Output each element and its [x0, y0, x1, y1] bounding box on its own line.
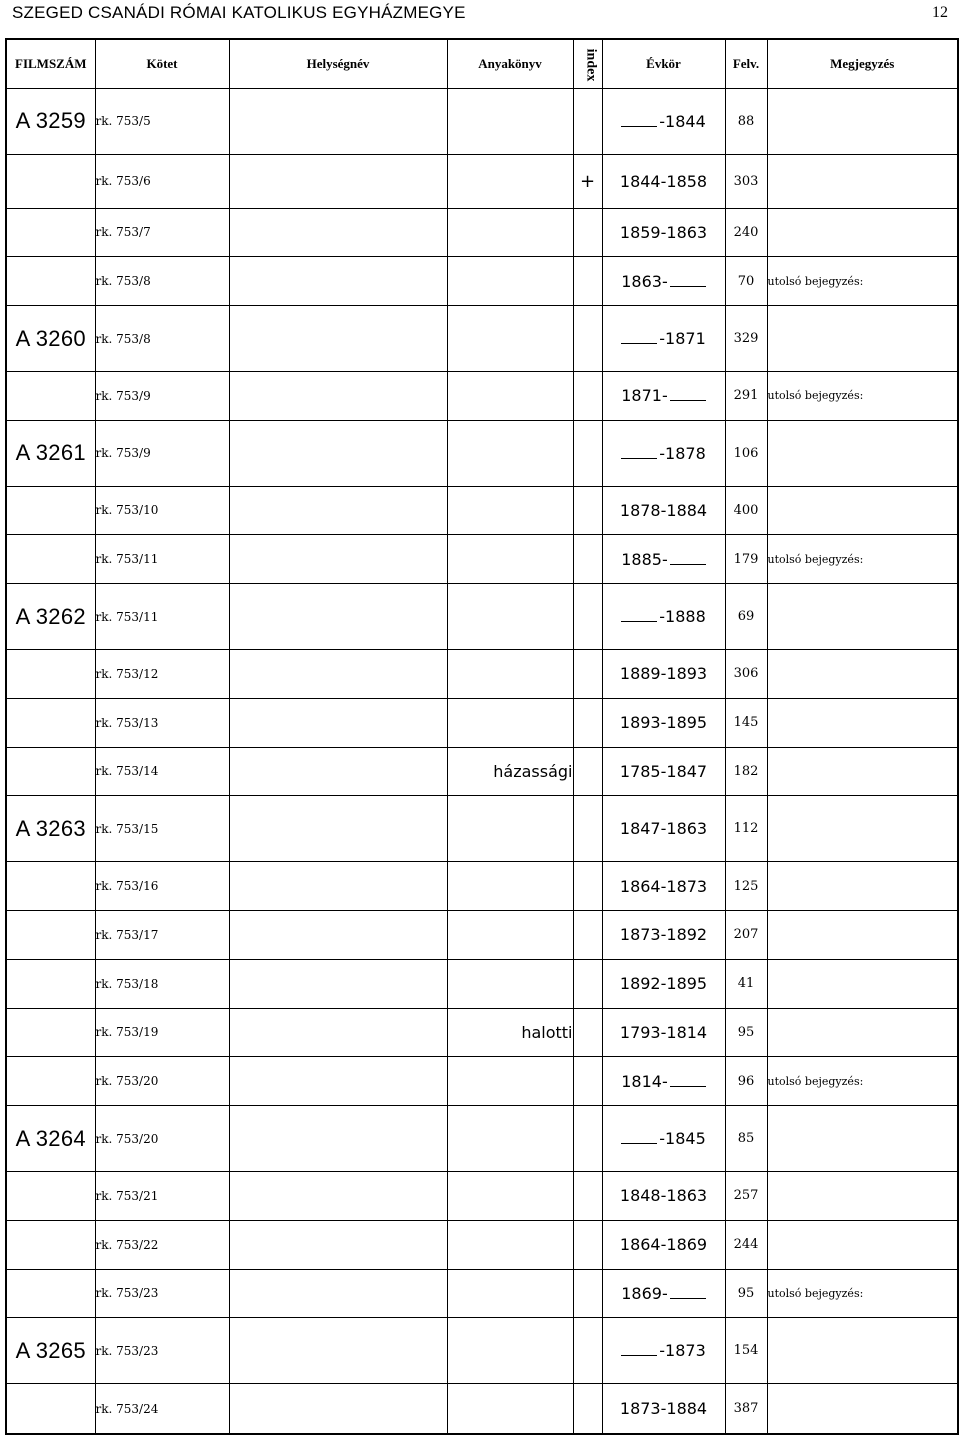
filmszam-cell — [6, 747, 95, 796]
index-cell — [573, 698, 602, 747]
evkor-value: 1847-1863 — [619, 819, 708, 839]
evkor-value: 1878-1884 — [619, 500, 708, 520]
evkor-value: 1893-1895 — [619, 713, 708, 733]
table-row — [6, 911, 958, 960]
filmszam-cell — [6, 1220, 95, 1269]
megjegyzes-cell — [767, 796, 958, 862]
kotet-cell: rk. 753/18 — [95, 959, 229, 1008]
anyakonyv-cell — [447, 1269, 573, 1318]
evkor-value: -1871 — [659, 329, 706, 349]
index-cell — [573, 486, 602, 535]
anyakonyv-cell — [447, 257, 573, 306]
helysegnev-cell — [229, 154, 447, 208]
filmszam-cell — [6, 371, 95, 420]
evkor-cell — [602, 584, 725, 650]
filmszam-cell — [6, 959, 95, 1008]
page-header — [0, 0, 960, 38]
evkor-value: 1864-1869 — [619, 1235, 708, 1255]
index-cell — [573, 584, 602, 650]
kotet-cell: rk. 753/9 — [95, 371, 229, 420]
felv-cell: 69 — [725, 584, 767, 650]
felv-cell: 182 — [725, 747, 767, 796]
evkor-cell — [602, 208, 725, 257]
filmszam-cell — [6, 257, 95, 306]
kotet-cell: rk. 753/16 — [95, 862, 229, 911]
filmszam-cell: A 3261 — [6, 420, 95, 486]
megjegyzes-cell — [767, 89, 958, 155]
anyakonyv-cell — [447, 420, 573, 486]
anyakonyv-cell — [447, 698, 573, 747]
evkor-cell — [602, 911, 725, 960]
anyakonyv-cell — [447, 862, 573, 911]
table-row — [6, 862, 958, 911]
megjegyzes-cell — [767, 420, 958, 486]
kotet-cell: rk. 753/13 — [95, 698, 229, 747]
blank-line — [670, 1074, 706, 1087]
index-cell — [573, 796, 602, 862]
megjegyzes-cell: utolsó bejegyzés: — [767, 1269, 958, 1318]
anyakonyv-cell — [447, 959, 573, 1008]
index-cell — [573, 959, 602, 1008]
filmszam-cell — [6, 535, 95, 584]
megjegyzes-cell: utolsó bejegyzés: — [767, 1057, 958, 1106]
table-row — [6, 89, 958, 155]
evkor-value: 1848-1863 — [619, 1186, 708, 1206]
table-row — [6, 1269, 958, 1318]
anyakonyv-cell — [447, 1106, 573, 1172]
helysegnev-cell — [229, 371, 447, 420]
filmszam-cell: A 3262 — [6, 584, 95, 650]
blank-line — [621, 1343, 657, 1356]
megjegyzes-cell: utolsó bejegyzés: — [767, 535, 958, 584]
evkor-value: 1869- — [621, 1283, 668, 1303]
index-cell — [573, 371, 602, 420]
anyakonyv-cell — [447, 306, 573, 372]
filmszam-cell: A 3263 — [6, 796, 95, 862]
filmszam-cell — [6, 911, 95, 960]
column-header-filmszam: FILMSZÁM — [6, 39, 95, 89]
felv-cell: 85 — [725, 1106, 767, 1172]
table-row — [6, 1008, 958, 1057]
evkor-cell — [602, 306, 725, 372]
felv-cell: 154 — [725, 1318, 767, 1384]
filmszam-cell — [6, 1384, 95, 1434]
evkor-value: 1885- — [621, 549, 668, 569]
evkor-value: 1892-1895 — [619, 974, 708, 994]
index-cell — [573, 862, 602, 911]
evkor-value: 1785-1847 — [619, 761, 708, 781]
blank-line — [621, 1131, 657, 1144]
column-header-anyakonyv: Anyakönyv — [447, 39, 573, 89]
filmszam-cell: A 3259 — [6, 89, 95, 155]
blank-line — [621, 609, 657, 622]
filmszam-cell — [6, 1008, 95, 1057]
table-row — [6, 650, 958, 699]
table-row — [6, 1318, 958, 1384]
helysegnev-cell — [229, 420, 447, 486]
anyakonyv-cell — [447, 89, 573, 155]
felv-cell: 96 — [725, 1057, 767, 1106]
anyakonyv-cell — [447, 1384, 573, 1434]
evkor-cell — [602, 698, 725, 747]
megjegyzes-cell — [767, 747, 958, 796]
filmszam-cell — [6, 698, 95, 747]
helysegnev-cell — [229, 650, 447, 699]
kotet-cell: rk. 753/22 — [95, 1220, 229, 1269]
evkor-value: -1844 — [659, 111, 706, 131]
kotet-cell: rk. 753/6 — [95, 154, 229, 208]
index-cell — [573, 420, 602, 486]
megjegyzes-cell — [767, 154, 958, 208]
index-cell — [573, 535, 602, 584]
kotet-cell: rk. 753/11 — [95, 584, 229, 650]
evkor-cell — [602, 486, 725, 535]
helysegnev-cell — [229, 796, 447, 862]
blank-line — [670, 388, 706, 401]
anyakonyv-cell — [447, 486, 573, 535]
felv-cell: 95 — [725, 1008, 767, 1057]
helysegnev-cell — [229, 89, 447, 155]
evkor-value: -1845 — [659, 1129, 706, 1149]
table-row — [6, 796, 958, 862]
table-row — [6, 420, 958, 486]
blank-line — [670, 552, 706, 565]
index-cell — [573, 89, 602, 155]
megjegyzes-cell — [767, 911, 958, 960]
helysegnev-cell — [229, 486, 447, 535]
helysegnev-cell — [229, 747, 447, 796]
helysegnev-cell — [229, 208, 447, 257]
felv-cell: 70 — [725, 257, 767, 306]
evkor-value: -1878 — [659, 443, 706, 463]
megjegyzes-cell: utolsó bejegyzés: — [767, 257, 958, 306]
index-cell — [573, 650, 602, 699]
column-header-index — [573, 39, 602, 89]
kotet-cell: rk. 753/23 — [95, 1318, 229, 1384]
megjegyzes-cell — [767, 1384, 958, 1434]
evkor-cell — [602, 154, 725, 208]
anyakonyv-cell — [447, 1057, 573, 1106]
table-row — [6, 257, 958, 306]
filmszam-cell: A 3264 — [6, 1106, 95, 1172]
megjegyzes-cell — [767, 1106, 958, 1172]
index-cell — [573, 306, 602, 372]
felv-cell: 400 — [725, 486, 767, 535]
evkor-value: 1859-1863 — [619, 222, 708, 242]
evkor-cell — [602, 257, 725, 306]
helysegnev-cell — [229, 1057, 447, 1106]
evkor-value: -1873 — [659, 1341, 706, 1361]
megjegyzes-cell — [767, 208, 958, 257]
felv-cell: 387 — [725, 1384, 767, 1434]
felv-cell: 303 — [725, 154, 767, 208]
evkor-cell — [602, 796, 725, 862]
table-row — [6, 371, 958, 420]
table-row — [6, 535, 958, 584]
column-header-felv: Felv. — [725, 39, 767, 89]
megjegyzes-cell — [767, 1171, 958, 1220]
evkor-cell — [602, 535, 725, 584]
kotet-cell: rk. 753/19 — [95, 1008, 229, 1057]
blank-line — [621, 114, 657, 127]
kotet-cell: rk. 753/21 — [95, 1171, 229, 1220]
kotet-cell: rk. 753/8 — [95, 257, 229, 306]
blank-line — [621, 331, 657, 344]
megjegyzes-cell — [767, 584, 958, 650]
felv-cell: 240 — [725, 208, 767, 257]
megjegyzes-cell — [767, 1008, 958, 1057]
index-cell — [573, 208, 602, 257]
filmszam-cell — [6, 208, 95, 257]
felv-cell: 179 — [725, 535, 767, 584]
evkor-cell — [602, 650, 725, 699]
evkor-cell — [602, 1057, 725, 1106]
helysegnev-cell — [229, 959, 447, 1008]
evkor-cell — [602, 89, 725, 155]
kotet-cell: rk. 753/15 — [95, 796, 229, 862]
anyakonyv-cell — [447, 535, 573, 584]
megjegyzes-cell — [767, 1318, 958, 1384]
table-row — [6, 208, 958, 257]
helysegnev-cell — [229, 1008, 447, 1057]
evkor-value: 1864-1873 — [619, 876, 708, 896]
register-table — [5, 38, 959, 1435]
evkor-cell — [602, 420, 725, 486]
blank-line — [670, 1286, 706, 1299]
kotet-cell: rk. 753/20 — [95, 1057, 229, 1106]
helysegnev-cell — [229, 1318, 447, 1384]
table-row — [6, 1220, 958, 1269]
anyakonyv-cell — [447, 584, 573, 650]
kotet-cell: rk. 753/5 — [95, 89, 229, 155]
filmszam-cell — [6, 862, 95, 911]
kotet-cell: rk. 753/24 — [95, 1384, 229, 1434]
table-row — [6, 959, 958, 1008]
anyakonyv-cell: halotti — [447, 1008, 573, 1057]
filmszam-cell — [6, 1269, 95, 1318]
filmszam-cell — [6, 1057, 95, 1106]
helysegnev-cell — [229, 1171, 447, 1220]
evkor-cell — [602, 1220, 725, 1269]
felv-cell: 88 — [725, 89, 767, 155]
table-row — [6, 584, 958, 650]
evkor-cell — [602, 1269, 725, 1318]
index-cell — [573, 1008, 602, 1057]
table-row — [6, 486, 958, 535]
evkor-value: 1844-1858 — [619, 171, 708, 191]
megjegyzes-cell — [767, 698, 958, 747]
evkor-value: 1863- — [621, 271, 668, 291]
helysegnev-cell — [229, 306, 447, 372]
index-cell — [573, 911, 602, 960]
table-row — [6, 1384, 958, 1434]
felv-cell: 257 — [725, 1171, 767, 1220]
megjegyzes-cell — [767, 650, 958, 699]
column-header-index-label: index — [582, 48, 598, 81]
anyakonyv-cell — [447, 1171, 573, 1220]
blank-line — [670, 274, 706, 287]
kotet-cell: rk. 753/23 — [95, 1269, 229, 1318]
index-cell — [573, 1171, 602, 1220]
page-number: 12 — [932, 4, 948, 21]
anyakonyv-cell — [447, 911, 573, 960]
kotet-cell: rk. 753/14 — [95, 747, 229, 796]
helysegnev-cell — [229, 1220, 447, 1269]
helysegnev-cell — [229, 911, 447, 960]
table-row — [6, 1171, 958, 1220]
evkor-cell — [602, 862, 725, 911]
blank-line — [621, 446, 657, 459]
table-row — [6, 747, 958, 796]
kotet-cell: rk. 753/11 — [95, 535, 229, 584]
evkor-value: 1873-1884 — [619, 1399, 708, 1419]
megjegyzes-cell — [767, 486, 958, 535]
evkor-cell — [602, 371, 725, 420]
helysegnev-cell — [229, 1384, 447, 1434]
column-header-kotet: Kötet — [95, 39, 229, 89]
page-title: SZEGED CSANÁDI RÓMAI KATOLIKUS EGYHÁZMEGYE — [12, 3, 466, 22]
filmszam-cell — [6, 650, 95, 699]
felv-cell: 306 — [725, 650, 767, 699]
felv-cell: 291 — [725, 371, 767, 420]
felv-cell: 112 — [725, 796, 767, 862]
anyakonyv-cell — [447, 371, 573, 420]
index-cell — [573, 1384, 602, 1434]
column-header-megjegyzes: Megjegyzés — [767, 39, 958, 89]
index-cell — [573, 1318, 602, 1384]
evkor-cell — [602, 1008, 725, 1057]
felv-cell: 244 — [725, 1220, 767, 1269]
felv-cell: 207 — [725, 911, 767, 960]
column-header-helysegnev: Helységnév — [229, 39, 447, 89]
felv-cell: 329 — [725, 306, 767, 372]
helysegnev-cell — [229, 862, 447, 911]
felv-cell: 41 — [725, 959, 767, 1008]
kotet-cell: rk. 753/17 — [95, 911, 229, 960]
anyakonyv-cell — [447, 154, 573, 208]
anyakonyv-cell — [447, 650, 573, 699]
felv-cell: 145 — [725, 698, 767, 747]
helysegnev-cell — [229, 584, 447, 650]
evkor-value: -1888 — [659, 607, 706, 627]
index-cell — [573, 1269, 602, 1318]
register-body — [6, 89, 958, 1435]
column-header-evkor: Évkör — [602, 39, 725, 89]
evkor-value: 1889-1893 — [619, 664, 708, 684]
anyakonyv-cell: házassági — [447, 747, 573, 796]
index-cell: + — [573, 154, 602, 208]
evkor-cell — [602, 1106, 725, 1172]
evkor-value: 1793-1814 — [619, 1022, 708, 1042]
evkor-cell — [602, 747, 725, 796]
evkor-cell — [602, 1384, 725, 1434]
table-row — [6, 698, 958, 747]
megjegyzes-cell — [767, 862, 958, 911]
helysegnev-cell — [229, 535, 447, 584]
kotet-cell: rk. 753/20 — [95, 1106, 229, 1172]
megjegyzes-cell — [767, 1220, 958, 1269]
helysegnev-cell — [229, 698, 447, 747]
evkor-value: 1873-1892 — [619, 925, 708, 945]
evkor-value: 1814- — [621, 1071, 668, 1091]
index-cell — [573, 257, 602, 306]
kotet-cell: rk. 753/8 — [95, 306, 229, 372]
evkor-value: 1871- — [621, 386, 668, 406]
megjegyzes-cell: utolsó bejegyzés: — [767, 371, 958, 420]
anyakonyv-cell — [447, 208, 573, 257]
helysegnev-cell — [229, 1269, 447, 1318]
helysegnev-cell — [229, 257, 447, 306]
anyakonyv-cell — [447, 1318, 573, 1384]
kotet-cell: rk. 753/7 — [95, 208, 229, 257]
filmszam-cell — [6, 154, 95, 208]
felv-cell: 95 — [725, 1269, 767, 1318]
index-cell — [573, 1057, 602, 1106]
evkor-cell — [602, 1171, 725, 1220]
evkor-cell — [602, 959, 725, 1008]
table-row — [6, 1057, 958, 1106]
filmszam-cell: A 3265 — [6, 1318, 95, 1384]
megjegyzes-cell — [767, 959, 958, 1008]
helysegnev-cell — [229, 1106, 447, 1172]
index-cell — [573, 1106, 602, 1172]
kotet-cell: rk. 753/10 — [95, 486, 229, 535]
kotet-cell: rk. 753/9 — [95, 420, 229, 486]
anyakonyv-cell — [447, 1220, 573, 1269]
table-row — [6, 154, 958, 208]
megjegyzes-cell — [767, 306, 958, 372]
evkor-cell — [602, 1318, 725, 1384]
filmszam-cell — [6, 1171, 95, 1220]
header-row — [6, 39, 958, 89]
table-row — [6, 1106, 958, 1172]
felv-cell: 106 — [725, 420, 767, 486]
felv-cell: 125 — [725, 862, 767, 911]
index-cell — [573, 747, 602, 796]
table-row — [6, 306, 958, 372]
filmszam-cell: A 3260 — [6, 306, 95, 372]
index-cell — [573, 1220, 602, 1269]
kotet-cell: rk. 753/12 — [95, 650, 229, 699]
anyakonyv-cell — [447, 796, 573, 862]
filmszam-cell — [6, 486, 95, 535]
